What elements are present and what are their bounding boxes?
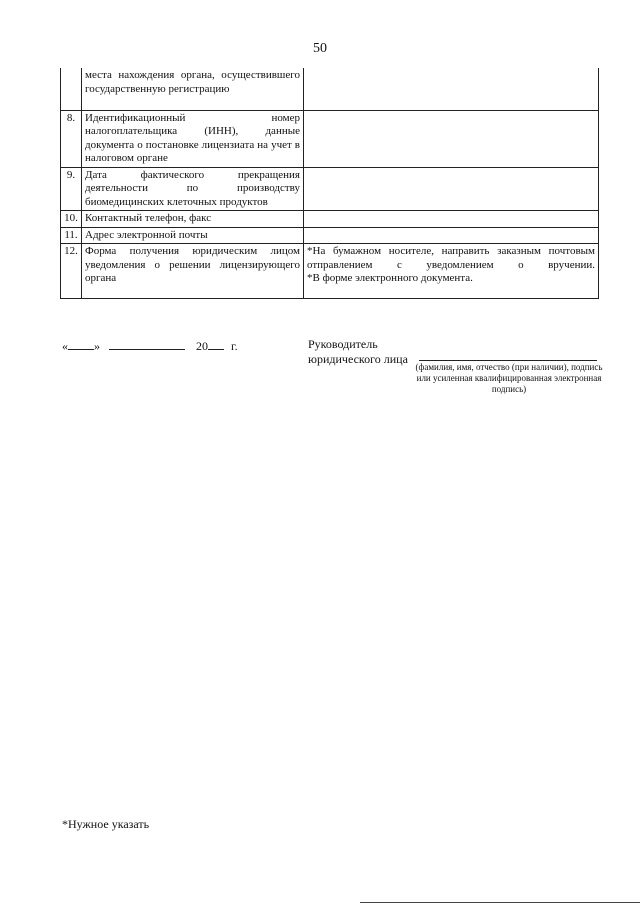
row-label: Контактный телефон, факс [82, 211, 304, 228]
row-number: 12. [61, 244, 82, 299]
row-value-field[interactable] [304, 68, 599, 110]
signatory-role [308, 337, 408, 367]
bottom-divider [360, 902, 640, 903]
table-row [61, 227, 599, 244]
license-form-table [60, 68, 599, 299]
option-electronic[interactable]: *В форме электронного документа. [307, 272, 473, 284]
signature-line[interactable] [419, 360, 597, 361]
year-blank[interactable] [208, 338, 224, 350]
row-label: места нахождения органа, осуществившего государственную регистрацию [82, 68, 304, 110]
role-line: Руководитель [308, 337, 378, 351]
row-label: Дата фактического прекращения деятельности по производству биомедицинских клеточных продуктов [82, 167, 304, 211]
table-row [61, 244, 599, 299]
row-value-field[interactable] [304, 110, 599, 167]
footnote: *Нужное указать [62, 817, 150, 831]
row-label: Форма получения юридическим лицом уведомления о решении лицензирующего органа [82, 244, 304, 299]
row-value-field[interactable] [304, 211, 599, 228]
day-blank[interactable] [68, 338, 94, 350]
table-row [61, 68, 599, 110]
table-row [61, 110, 599, 167]
date-open-quote: « [62, 339, 68, 353]
row-label: Идентификационный номер налогоплательщика (ИНН), данные документа о постановке лицензиата на учет в налоговом органе [82, 110, 304, 167]
role-line: юридического лица [308, 352, 408, 366]
row-value-options [304, 244, 599, 299]
option-paper[interactable]: *На бумажном носителе, направить заказным почтовым отправлением с уведомлением о вручении. [307, 245, 595, 271]
row-value-field[interactable] [304, 167, 599, 211]
table-row [61, 211, 599, 228]
page-number: 50 [313, 41, 327, 56]
signature-hint: (фамилия, имя, отчество (при наличии), подпись или усиленная квалифицированная электронная подпись) [415, 362, 603, 394]
table-row [61, 167, 599, 211]
row-value-field[interactable] [304, 227, 599, 244]
row-number: 9. [61, 167, 82, 211]
month-blank[interactable] [109, 338, 185, 350]
row-number [61, 68, 82, 110]
date-close-quote: » [94, 339, 100, 353]
row-number: 10. [61, 211, 82, 228]
year-prefix: 20 [196, 339, 208, 353]
row-number: 11. [61, 227, 82, 244]
signature-date [62, 338, 238, 354]
row-number: 8. [61, 110, 82, 167]
year-suffix: г. [231, 339, 238, 353]
row-label: Адрес электронной почты [82, 227, 304, 244]
